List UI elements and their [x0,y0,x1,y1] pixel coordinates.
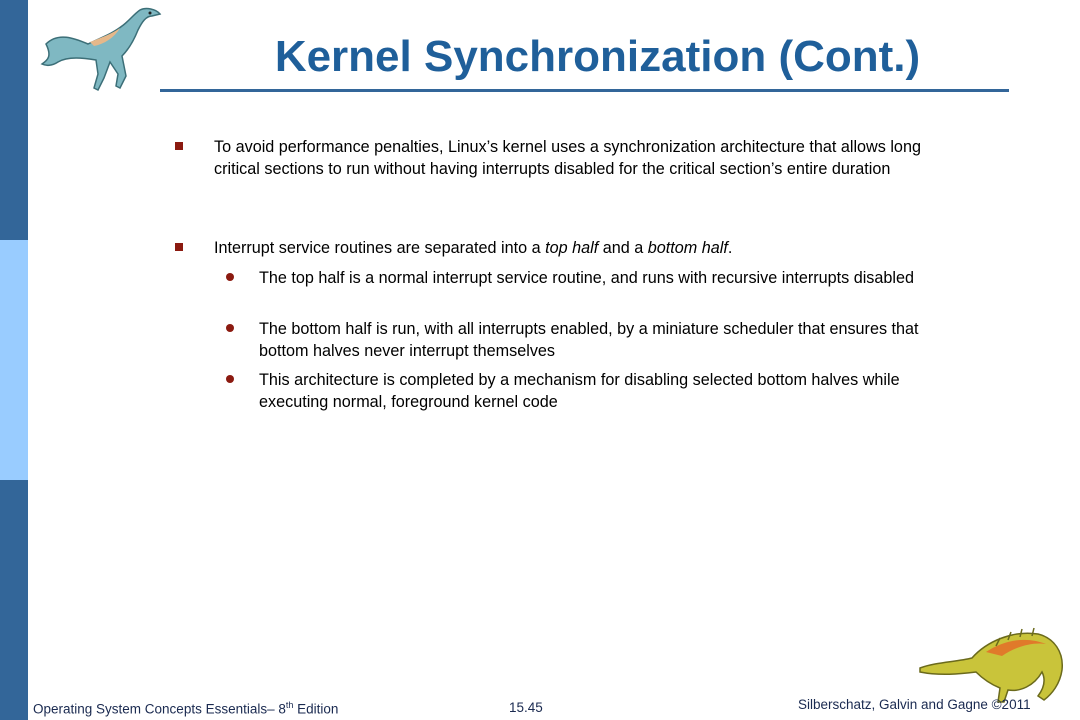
round-bullet-icon [226,273,234,281]
sub-bullet-text: The bottom half is run, with all interrupts enabled, by a miniature scheduler that ensures that bottom halves never interrupt themselves [259,320,919,360]
sidebar-band-top [0,0,28,240]
page-title: Kernel Synchronization (Cont.) [274,32,921,81]
sidebar-band-bottom [0,480,28,720]
footer-book-title: Operating System Concepts Essentials– 8th Edition [33,700,339,717]
footer-copyright: Silberschatz, Galvin and Gagne ©2011 [798,697,1031,712]
round-bullet-icon [226,324,234,332]
title-underline [160,89,1009,92]
square-bullet-icon [175,243,183,251]
round-bullet-icon [226,375,234,383]
sidebar-band-middle [0,240,28,480]
sub-bullet-text: This architecture is completed by a mechanism for disabling selected bottom halves while executing normal, foreground kernel code [259,371,900,411]
dinosaur-logo-icon [38,4,166,96]
bullet-text: To avoid performance penalties, Linux’s kernel uses a synchronization architecture that allows long critical sections to run without having interrupts disabled for the critical section’s entire duration [214,138,921,178]
term-top-half: top half [545,239,599,257]
term-bottom-half: bottom half [647,239,728,257]
dinosaur-bottom-icon [916,612,1066,704]
square-bullet-icon [175,142,183,150]
footer-page-number: 15.45 [509,700,543,715]
bullet-text: Interrupt service routines are separated into a top half and a bottom half. [214,239,733,257]
sub-bullet-text: The top half is a normal interrupt service routine, and runs with recursive interrupts disabled [259,269,915,287]
